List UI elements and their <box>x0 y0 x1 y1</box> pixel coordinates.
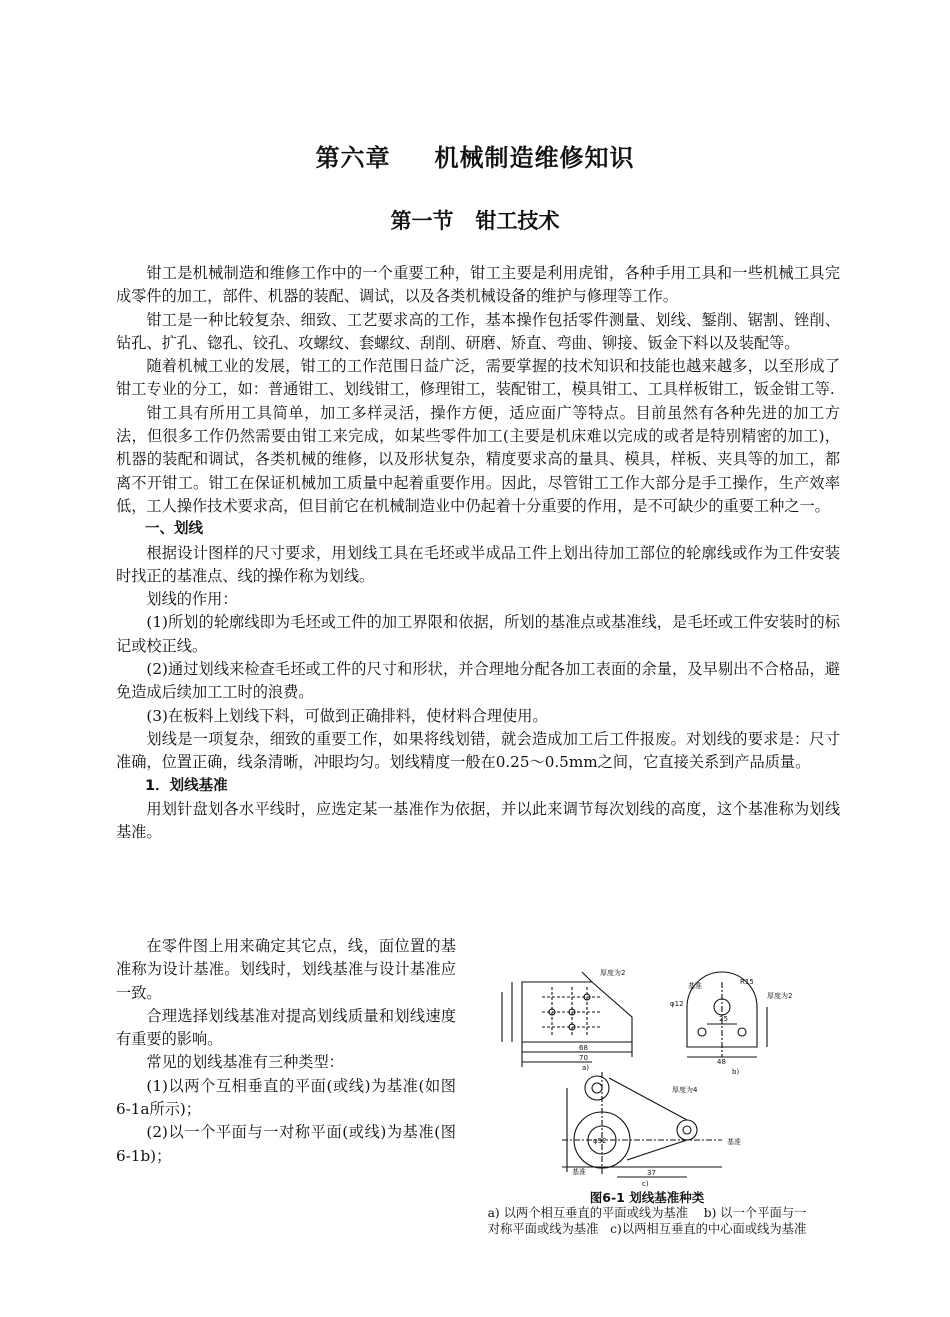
paragraph: 划线的作用： <box>146 590 238 609</box>
label-thickness-c: 厚度为4 <box>672 1086 698 1094</box>
section-number: 第一节 <box>390 209 454 233</box>
label-radius: R15 <box>740 978 754 986</box>
paragraph: 钳工具有所用工具简单，加工多样灵活，操作方便，适应面广等特点。目前虽然有各种先进的加工方法，但很多工作仍然需要由钳工来完成，如某些零件加工(主要是机床难以完成的或者是特别精密的加工)，机器的装配和调试，各类机械的维修，以及形状复杂，精度要求高的量具、模具，样板、夹具等的加工，都离不开钳工。钳工在保证机械加工质量中起着重要作用。因此，尽管钳工工作大部分是手工操作，生产效率低，工人操作技术要求高，但目前它在机械制造业中仍起着十分重要的作用，是不可缺少的重要工种之一。 <box>116 403 840 515</box>
section-name: 钳工技术 <box>475 209 560 233</box>
label-sub-a: a) <box>582 1064 590 1072</box>
drawing-a <box>502 972 632 1067</box>
paragraph: 随着机械工业的发展，钳工的工作范围日益广泛，需要掌握的技术知识和技能也越来越多，以至形成了钳工专业的分工，如：普通钳工、划线钳工，修理钳工，装配钳工，模具钳工、工具样板钳工，钣金钳工等. <box>116 357 840 399</box>
chapter-title <box>0 138 950 173</box>
paragraph: 划线是一项复杂，细致的重要工作，如果将线划错，就会造成加工后工件报废。对划线的要求是：尺寸准确，位置正确，线条清晰，冲眼均匀。划线精度一般在0.25～0.5mm之间，它直接关系到产品质量。 <box>116 729 840 772</box>
label-dim-70: 70 <box>579 1054 588 1062</box>
caption-b: b) 以一个平面与一对称平面或线为基准 <box>487 1206 807 1236</box>
label-sub-c: c) <box>642 1180 649 1188</box>
label-base-b: 基准 <box>688 982 702 990</box>
label-dim-37: 37 <box>647 1169 656 1177</box>
figure-caption <box>482 1205 812 1237</box>
paragraph: 钳工是一种比较复杂、细致、工艺要求高的工作，基本操作包括零件测量、划线、錾削、锯割、锉削、钻孔、扩孔、锪孔、铰孔、攻螺纹、套螺纹、刮削、研磨、矫直、弯曲、铆接、钣金下料以及装配等。 <box>116 310 840 352</box>
paragraph: (3)在板料上划线下料，可做到正确排料，使材料合理使用。 <box>146 706 548 725</box>
body-text <box>116 262 840 844</box>
label-dim-48: 48 <box>717 1058 726 1066</box>
label-phi12: φ12 <box>670 1000 684 1008</box>
label-sub-b: b) <box>732 1068 740 1076</box>
heading-marking-base: 1．划线基准 <box>145 777 228 794</box>
paragraph: (2)以一个平面与一对称平面(或线)为基准(图6-1b)； <box>116 1123 456 1165</box>
paragraph: 在零件图上用来确定其它点，线，面位置的基准称为设计基准。划线时，划线基准与设计基准应一致。 <box>116 937 456 1002</box>
label-base-c1: 基准 <box>727 1138 741 1146</box>
label-phi32: φ32 <box>593 1137 607 1145</box>
paragraph: 常见的划线基准有三种类型： <box>146 1053 344 1072</box>
paragraph: 合理选择划线基准对提高划线质量和划线速度有重要的影响。 <box>116 1006 456 1049</box>
drawing-c <box>562 1072 722 1177</box>
label-dim-68: 68 <box>579 1044 588 1052</box>
chapter-name: 机械制造维修知识 <box>434 144 635 172</box>
chapter-number: 第六章 <box>315 144 391 172</box>
figure-title: 图6-1 划线基准种类 <box>589 1190 705 1205</box>
label-base-c2: 基准 <box>572 1168 586 1176</box>
paragraph: (1)以两个互相垂直的平面(或线)为基准(如图6-1a所示)； <box>116 1076 456 1119</box>
paragraph: 用划针盘划各水平线时，应选定某一基准作为依据，并以此来调节每次划线的高度，这个基准称为划线基准。 <box>116 799 840 842</box>
paragraph: (1)所划的轮廓线即为毛坯或工件的加工界限和依据，所划的基准点或基准线，是毛坯或工件安装时的标记或校正线。 <box>116 613 840 655</box>
paragraph: 钳工是机械制造和维修工作中的一个重要工种，钳工主要是利用虎钳，各种手用工具和一些机械工具完成零件的加工，部件、机器的装配、调试，以及各类机械设备的维护与修理等工作。 <box>116 264 840 306</box>
paragraph: (2)通过划线来检查毛坯或工件的尺寸和形状，并合理地分配各加工表面的余量，及早剔出不合格品，避免造成后续加工工时的浪费。 <box>116 660 840 702</box>
label-thickness-b: 厚度为2 <box>767 992 793 1000</box>
left-column-text <box>116 935 456 1168</box>
heading-marking: 一、划线 <box>145 521 203 538</box>
label-thickness-a: 厚度为2 <box>600 969 626 977</box>
caption-c: c)以两相互垂直的中心面或线为基准 <box>610 1222 807 1236</box>
paragraph: 根据设计图样的尺寸要求，用划线工具在毛坯或半成品工件上划出待加工部位的轮廓线或作为工件安装时找正的基准点、线的操作称为划线。 <box>116 543 840 585</box>
technical-drawing <box>482 962 812 1188</box>
label-dim-25: 25 <box>719 1015 728 1023</box>
figure-6-1 <box>482 962 812 1188</box>
caption-a: a) 以两个相互垂直的平面或线为基准 <box>487 1206 689 1220</box>
section-title <box>0 205 950 235</box>
